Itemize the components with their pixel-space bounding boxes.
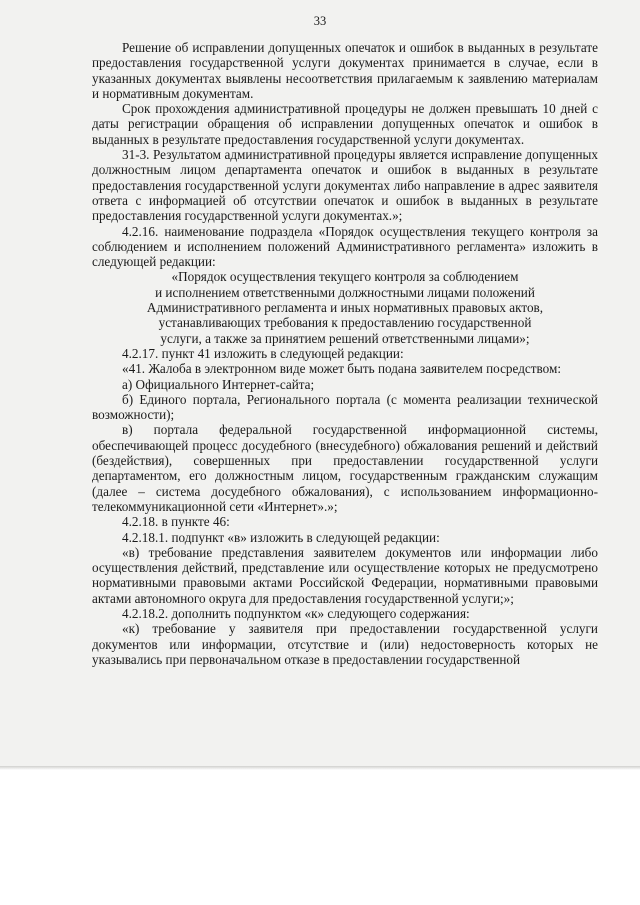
paragraph: б) Единого портала, Регионального портала (с момента реализации технической возможности);	[92, 391, 598, 423]
centered-heading-line: услуги, а также за принятием решений ответственными лицами»;	[160, 330, 530, 346]
paragraph: «в) требование представления заявителем документов или информации либо осуществления действий, представление или осуществление которых не предусмотрено нормативными правовыми актами Российской Федерации, нормативными правовыми актами автономного округа для предоставления государственной услуги;»;	[92, 544, 598, 606]
document-body	[92, 40, 598, 667]
paragraph: «к) требование у заявителя при предоставлении государственной услуги документов или информации, отсутствие и (или) недостоверность которых не указывались при первоначальном отказе в предоставлении государственной	[92, 621, 598, 667]
paragraph: 4.2.18.2. дополнить подпунктом «к» следующего содержания:	[122, 605, 470, 621]
paragraph: в) портала федеральной государственной информационной системы, обеспечивающей процесс досудебного (внесудебного) обжалования решений и действий (бездействия), совершенных при предоставлении государственной услуги департаментом, его должностным лицом, государственным гражданским служащим (далее – система досудебного обжалования), с использованием информационно-телекоммуникационной сети «Интернет».»;	[92, 422, 598, 514]
paragraph: Решение об исправлении допущенных опечаток и ошибок в выданных в результате предоставления государственной услуги документах принимается в случае, если в указанных документах выявлены несоответствия прилагаемым к заявлению материалам и нормативным документам.	[92, 40, 598, 101]
paragraph: 4.2.16. наименование подраздела «Порядок осуществления текущего контроля за соблюдением и исполнением положений Административного регламента» изложить в следующей редакции:	[92, 223, 598, 270]
centered-heading-line: и исполнением ответственными должностными лицами положений	[155, 284, 535, 300]
paragraph: Срок прохождения административной процедуры не должен превышать 10 дней с даты регистрации обращения об исправлении допущенных опечаток и ошибок в выданных в результате предоставления государственной услуги документах.	[92, 101, 598, 147]
paragraph: 31-3. Результатом административной процедуры является исправление допущенных должностным лицом департамента опечаток и ошибок в выданных в результате предоставления государственной услуги документах либо направление в адрес заявителя ответа с информацией об отсутствии опечаток и ошибок в выданных в результате предоставления государственной услуги документах.»;	[92, 147, 598, 224]
centered-heading-line: устанавливающих требования к предоставлению государственной	[158, 315, 532, 331]
paragraph: «41. Жалоба в электронном виде может быть подана заявителем посредством:	[122, 361, 562, 377]
paragraph: 4.2.17. пункт 41 изложить в следующей редакции:	[122, 345, 404, 361]
page-edge	[0, 766, 640, 770]
paragraph: 4.2.18. в пункте 46:	[122, 514, 230, 530]
page-number: 33	[313, 14, 327, 28]
centered-heading-line: Административного регламента и иных нормативных правовых актов,	[146, 300, 544, 316]
paragraph: 4.2.18.1. подпункт «в» изложить в следующей редакции:	[122, 529, 440, 545]
centered-heading-line: «Порядок осуществления текущего контроля за соблюдением	[171, 269, 519, 285]
paragraph: а) Официального Интернет-сайта;	[122, 376, 315, 392]
